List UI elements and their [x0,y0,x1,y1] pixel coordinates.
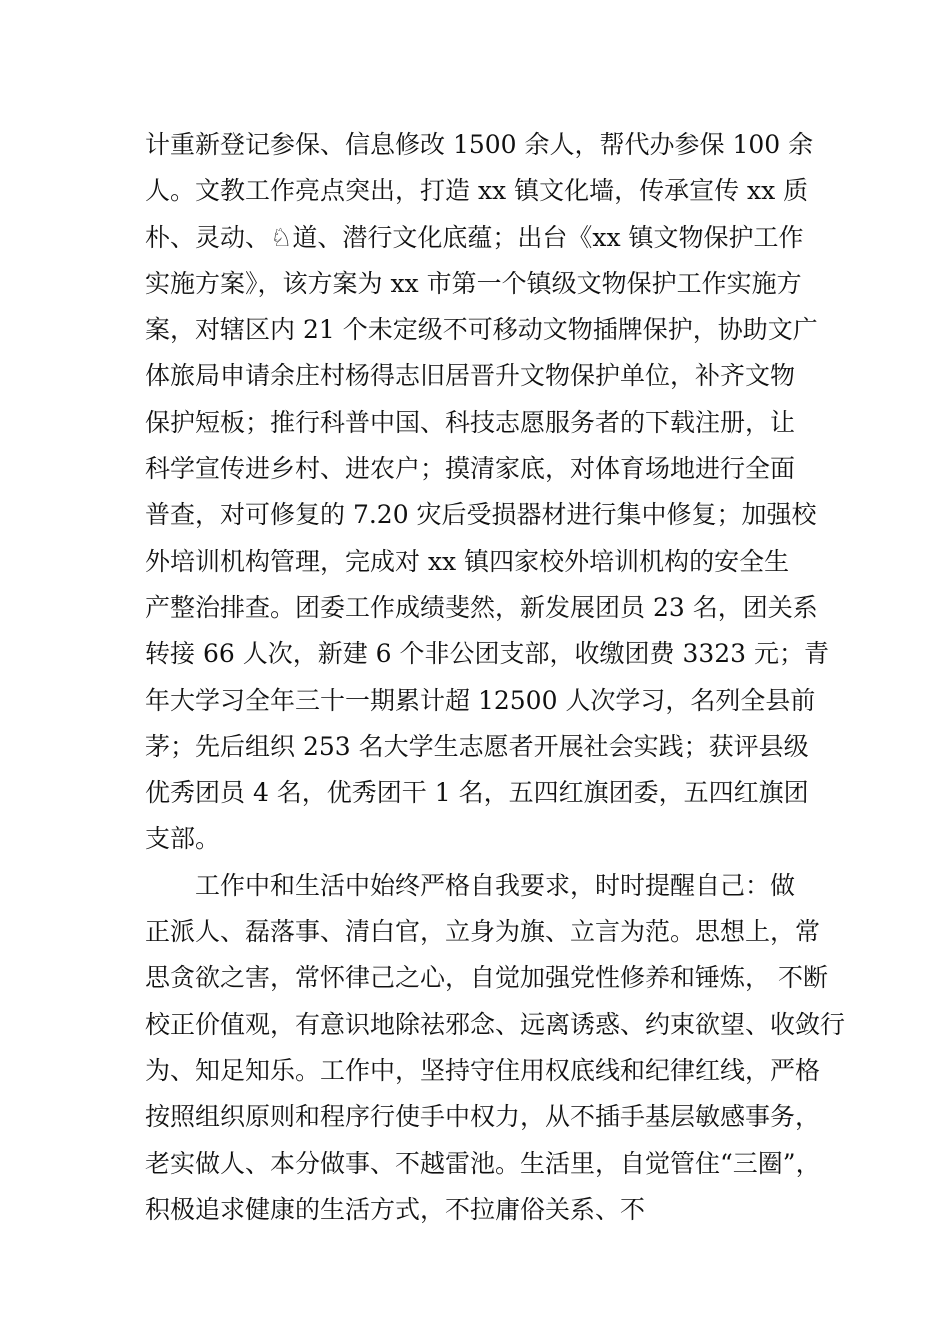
text-line: 转接 66 人次，新建 6 个非公团支部，收缴团费 3323 元；青 [145,639,830,669]
text-line: 年大学习全年三十一期累计超 12500 人次学习，名列全县前 [145,685,816,715]
text-line: 茅；先后组织 253 名大学生志愿者开展社会实践；获评县级 [145,731,809,761]
text-line: 普查，对可修复的 7.20 灾后受损器材进行集中修复；加强校 [145,500,817,530]
text-line: 正派人、磊落事、清白官，立身为旗、立言为范。思想上，常 [145,917,821,947]
text-line: 科学宣传进乡村、进农户；摸清家底，对体育场地进行全面 [145,454,796,484]
body-text [145,122,846,1233]
text-line: 保护短板；推行科普中国、科技志愿服务者的下载注册，让 [145,407,796,437]
text-line: 按照组织原则和程序行使手中权力，从不插手基层敏感事务， [145,1102,821,1132]
text-line: 产整治排查。团委工作成绩斐然，新发展团员 23 名，团关系 [145,592,818,622]
text-line: 人。文教工作亮点突出，打造 xx 镇文化墙，传承宣传 xx 质 [145,176,809,206]
text-line: 支部。 [145,824,221,854]
text-line: 老实做人、本分做事、不越雷池。生活里，自觉管住“三圈”， [145,1148,821,1178]
text-line: 案，对辖区内 21 个未定级不可移动文物插牌保护，协助文广 [145,315,818,345]
paragraph-first-line: 工作中和生活中始终严格自我要求，时时提醒自己：做 [195,870,796,900]
text-line: 优秀团员 4 名，优秀团干 1 名，五四红旗团委，五四红旗团 [145,778,809,808]
text-line: 朴、灵动、♘道、潜行文化底蕴；出台《xx 镇文物保护工作 [145,222,804,252]
text-line: 计重新登记参保、信息修改 1500 余人，帮代办参保 100 余 [145,130,814,159]
text-line: 外培训机构管理，完成对 xx 镇四家校外培训机构的安全生 [145,546,790,576]
text-line: 体旅局申请余庄村杨得志旧居晋升文物保护单位，补齐文物 [145,361,796,391]
text-line: 校正价值观，有意识地除祛邪念、远离诱惑、约束欲望、收敛行 [145,1009,846,1039]
text-line: 实施方案》，该方案为 xx 市第一个镇级文物保护工作实施方 [145,268,802,298]
text-line: 积极追求健康的生活方式，不拉庸俗关系、不 [145,1194,646,1224]
text-line: 为、知足知乐。工作中，坚持守住用权底线和纪律红线，严格 [145,1055,821,1085]
text-line: 思贪欲之害，常怀律己之心，自觉加强党性修养和锤炼， 不断 [145,963,828,993]
